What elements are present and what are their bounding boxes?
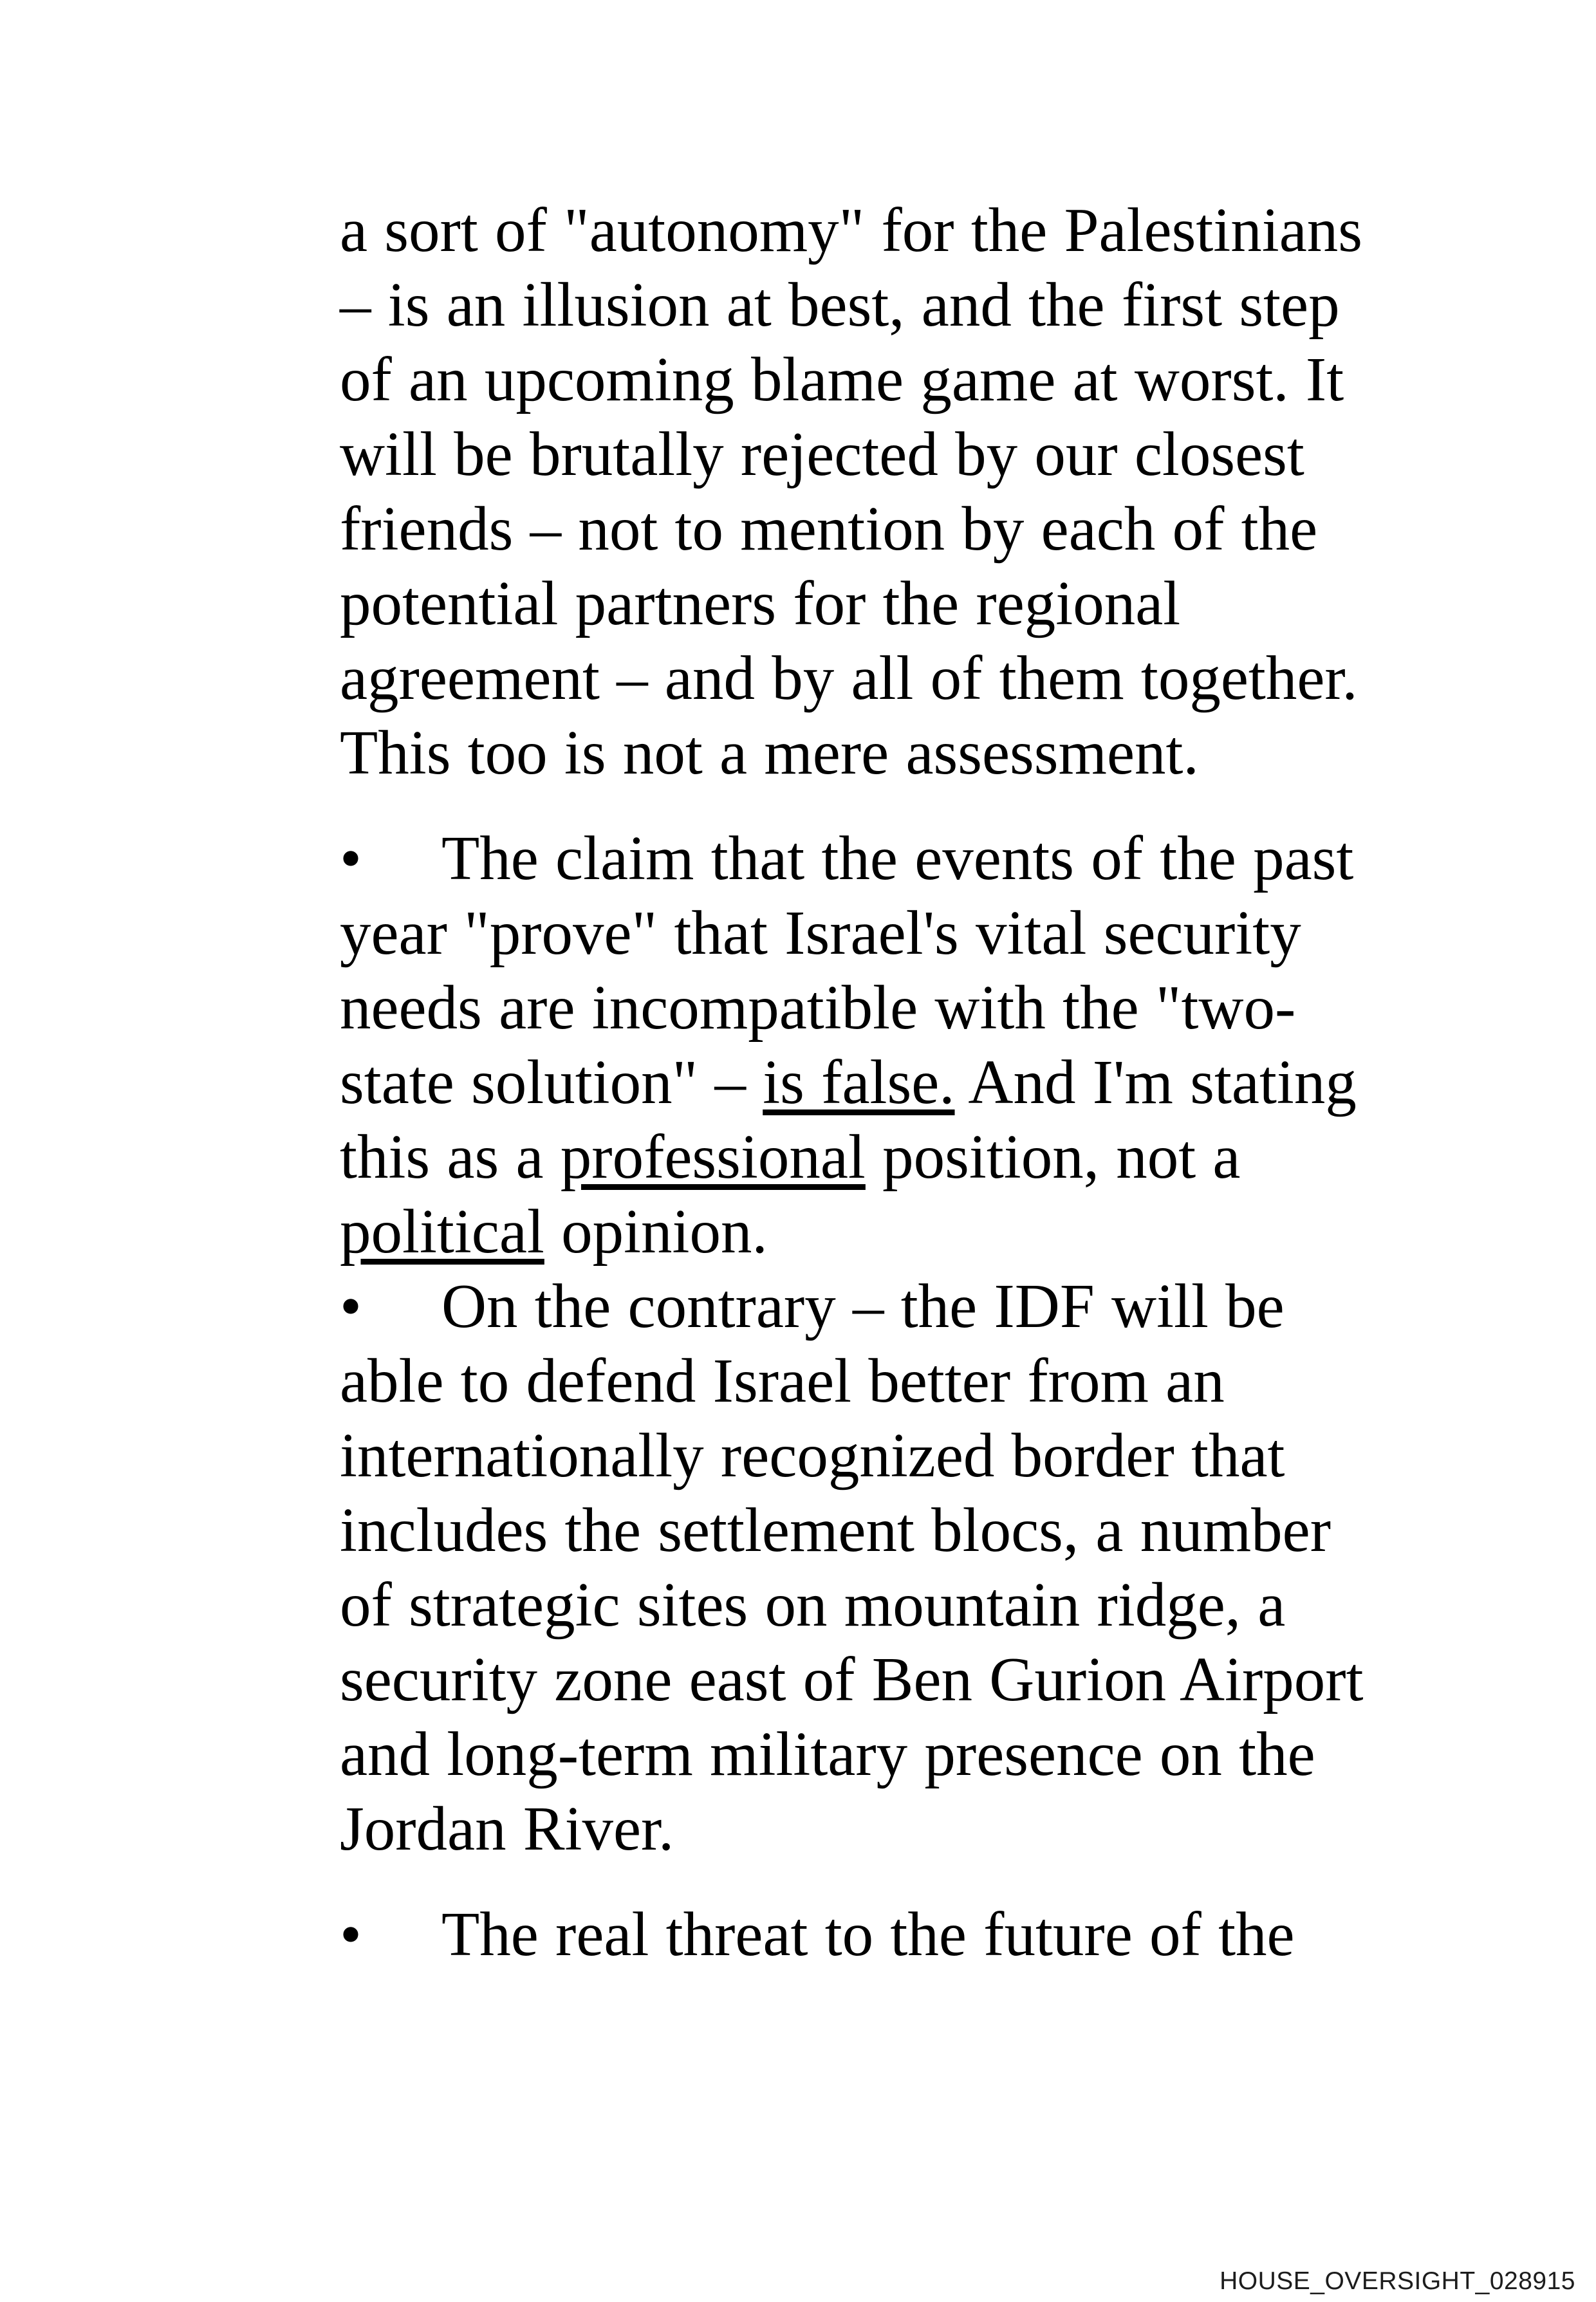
- bates-number: HOUSE_OVERSIGHT_028915: [1220, 2267, 1575, 2295]
- paragraph: [340, 193, 1386, 790]
- document-text-block: [340, 193, 1386, 1972]
- text-segment: opinion.: [544, 1197, 768, 1266]
- paragraph: [340, 1269, 1386, 1866]
- text-segment: a sort of "autonomy" for the Palestinians – is an illusion at best, and the first step of an upcoming blame game at worst. It will be brutally rejected by our closest friends – not to mention by each of the potential partners for the regional agreement – and by all of them together. This too is not a mere assessment.: [340, 196, 1363, 787]
- bullet-icon: •: [340, 824, 362, 893]
- text-segment: On the contrary – the IDF will be able to defend Israel better from an internationally recognized border that includes the settlement blocs, a number of strategic sites on mountain ridge, a security zone east of Ben Gurion Airport and long-term military presence on the Jordan River.: [340, 1272, 1364, 1863]
- underlined-text: professional: [560, 1122, 866, 1191]
- text-segment: The real threat to the future of the: [441, 1900, 1295, 1969]
- text-segment: position, not a: [865, 1122, 1241, 1191]
- paragraph: [340, 1897, 1386, 1972]
- text-segment: The claim that the events of the past year "prove" that Israel's vital security needs are incompatible with the "two-state solution" –: [340, 824, 1354, 1117]
- underlined-text: political: [340, 1197, 544, 1266]
- text-segment: And I'm stating this as a: [340, 1048, 1357, 1191]
- bullet-icon: •: [340, 1272, 362, 1341]
- paragraph: [340, 821, 1386, 1269]
- underlined-text: is false.: [763, 1048, 955, 1117]
- bullet-icon: •: [340, 1900, 362, 1969]
